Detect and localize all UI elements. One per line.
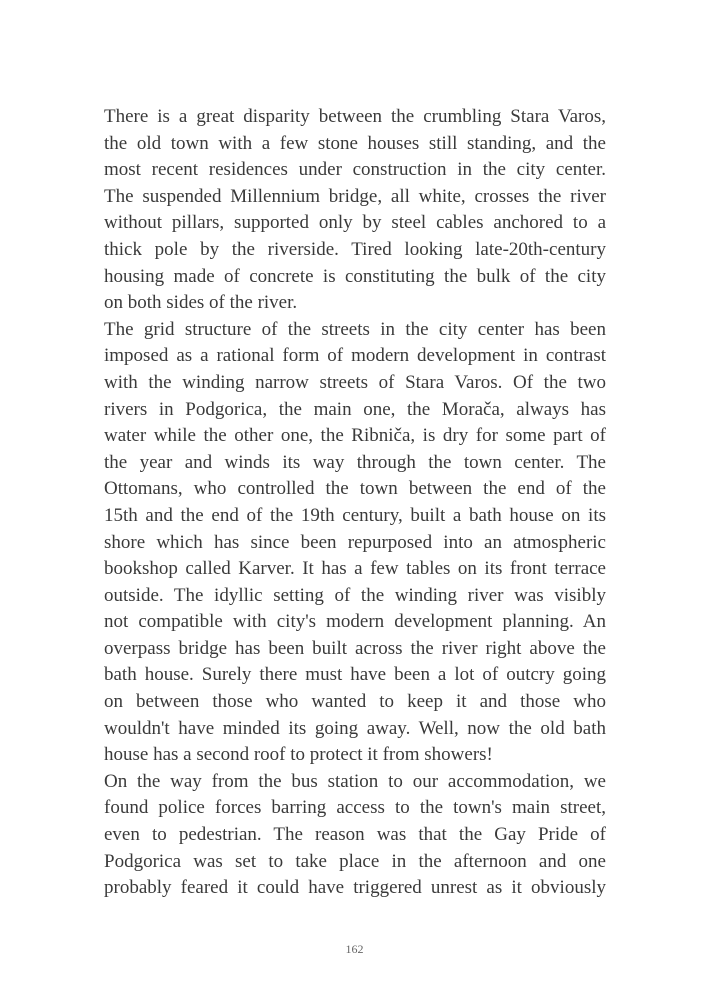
text-line: The suspended Millennium bridge, all white, crosses the river: [104, 185, 606, 207]
text-line: on between those who wanted to keep it and those who: [104, 691, 606, 713]
text-line: on both sides of the river.: [104, 292, 298, 314]
text-line: overpass bridge has been built across the river right above the: [104, 637, 606, 659]
text-line: Podgorica was set to take place in the afternoon and one: [104, 850, 606, 872]
text-line: On the way from the bus station to our accommodation, we: [104, 770, 606, 792]
text-line: imposed as a rational form of modern development in contrast: [104, 345, 606, 367]
body-text: [104, 104, 606, 902]
text-line: shore which has since been repurposed into an atmospheric: [104, 531, 606, 553]
text-line: even to pedestrian. The reason was that the Gay Pride of: [104, 824, 606, 846]
text-line: without pillars, supported only by steel cables anchored to a: [104, 212, 606, 234]
text-line: The grid structure of the streets in the city center has been: [104, 318, 606, 340]
text-line: There is a great disparity between the crumbling Stara Varos,: [104, 106, 606, 127]
text-line: the year and winds its way through the town center. The: [104, 451, 606, 473]
text-line: found police forces barring access to the town's main street,: [104, 797, 606, 819]
text-line: rivers in Podgorica, the main one, the Morača, always has: [104, 398, 606, 420]
text-line: bath house. Surely there must have been a lot of outcry going: [104, 664, 606, 686]
text-line: wouldn't have minded its going away. Well, now the old bath: [104, 717, 606, 739]
text-line: outside. The idyllic setting of the winding river was visibly: [104, 584, 606, 606]
text-line: probably feared it could have triggered unrest as it obviously: [104, 877, 606, 899]
text-line: bookshop called Karver. It has a few tables on its front terrace: [104, 558, 606, 580]
paragraph: [104, 317, 606, 769]
text-line: 15th and the end of the 19th century, built a bath house on its: [104, 504, 606, 526]
text-line: not compatible with city's modern development planning. An: [104, 611, 606, 633]
text-line: water while the other one, the Ribniča, is dry for some part of: [104, 425, 606, 447]
paragraph: [104, 769, 606, 902]
text-line: housing made of concrete is constituting the bulk of the city: [104, 265, 606, 287]
text-line: Ottomans, who controlled the town between the end of the: [104, 478, 606, 500]
text-line: most recent residences under construction in the city center.: [104, 159, 606, 181]
text-line: with the winding narrow streets of Stara Varos. Of the two: [104, 371, 606, 393]
text-line: house has a second roof to protect it from showers!: [104, 744, 493, 766]
page-number: 162: [345, 942, 364, 956]
text-line: thick pole by the riverside. Tired looking late-20th-century: [104, 238, 606, 260]
text-line: the old town with a few stone houses still standing, and the: [104, 132, 606, 154]
paragraph: [104, 104, 606, 317]
